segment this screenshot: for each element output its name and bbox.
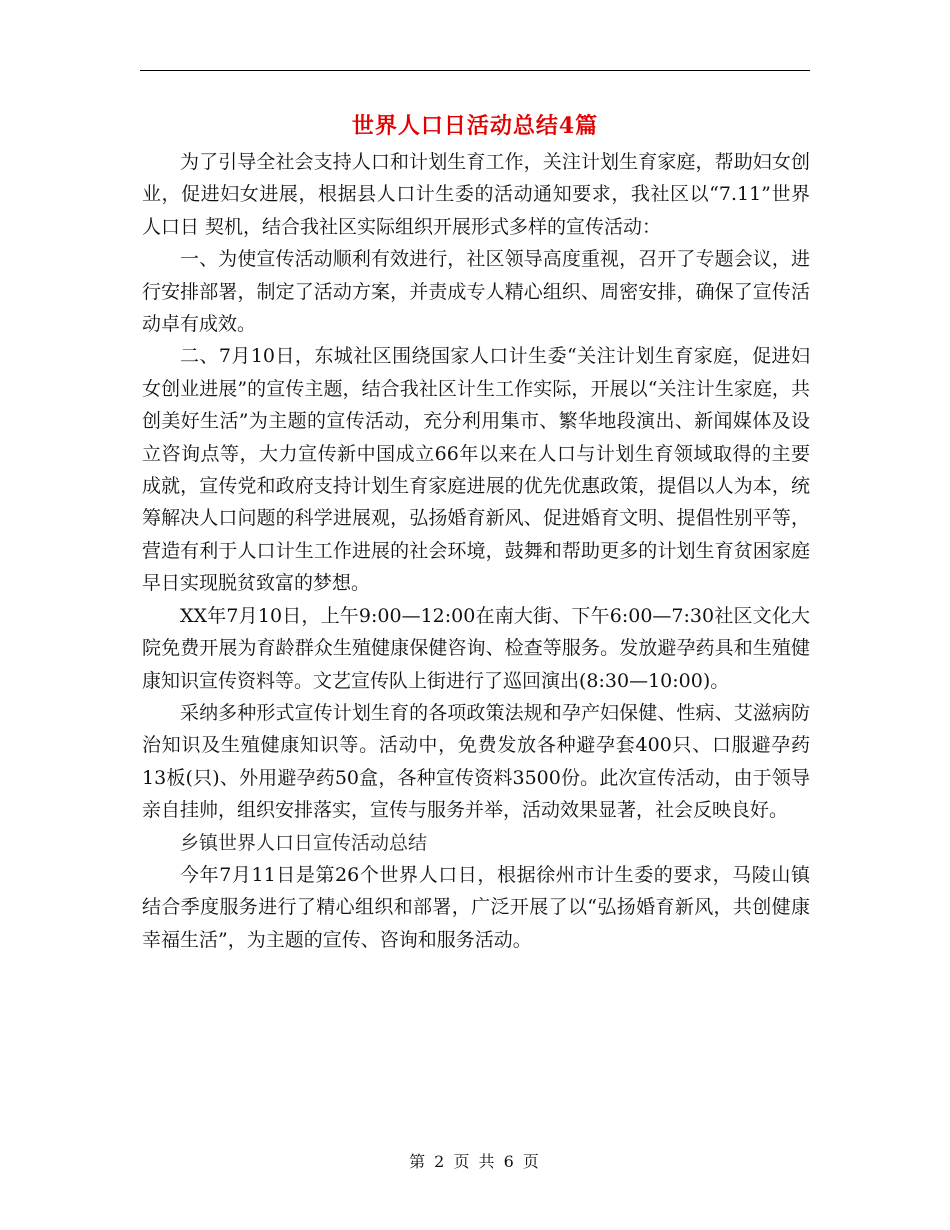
paragraph-township: 今年7月11日是第26个世界人口日，根据徐州市计生委的要求，马陵山镇结合季度服务进行了精心组织和部署，广泛开展了以“弘扬婚育新风，共创健康幸福生活”，为主题的宣传、咨询和服务活动。 bbox=[142, 863, 810, 951]
header-rule bbox=[140, 70, 810, 71]
paragraph-section-1: 一、为使宣传活动顺利有效进行，社区领导高度重视，召开了专题会议，进行安排部署，制定了活动方案，并责成专人精心组织、周密安排，确保了宣传活动卓有成效。 bbox=[142, 248, 810, 336]
paragraph-results: 采纳多种形式宣传计划生育的各项政策法规和孕产妇保健、性病、艾滋病防治知识及生殖健康知识等。活动中，免费发放各种避孕套400只、口服避孕药13板(只)、外用避孕药50盒，各种宣传资料3500份。此次宣传活动，由于领导亲自挂帅，组织安排落实，宣传与服务并举，活动效果显著，社会反映良好。 bbox=[142, 701, 810, 822]
document-title: 世界人口日活动总结4篇 bbox=[351, 113, 599, 139]
paragraph-schedule: XX年7月10日，上午9:00—12:00在南大街、下午6:00—7:30社区文化大院免费开展为育龄群众生殖健康保健咨询、检查等服务。发放避孕药具和生殖健康知识宣传资料等。文艺宣传队上街进行了巡回演出(8:30—10:00)。 bbox=[142, 604, 810, 692]
paragraph-intro: 为了引导全社会支持人口和计划生育工作，关注计划生育家庭，帮助妇女创业，促进妇女进展，根据县人口计生委的活动通知要求，我社区以“7.11”世界人口日 契机，结合我社区实际组织开展形式多样的宣传活动： bbox=[142, 151, 810, 238]
page-footer: 第 2 页 共 6 页 bbox=[409, 1152, 541, 1171]
section-heading-township: 乡镇世界人口日宣传活动总结 bbox=[180, 831, 428, 854]
paragraph-section-2: 二、7月10日，东城社区围绕国家人口计生委“关注计划生育家庭，促进妇女创业进展”的宣传主题，结合我社区计生工作实际，开展以“关注计生家庭，共创美好生活”为主题的宣传活动，充分利用集市、繁华地段演出、新闻媒体及设立咨询点等，大力宣传新中国成立66年以来在人口与计划生育领域取得的主要成就，宣传党和政府支持计划生育家庭进展的优先优惠政策，提倡以人为本，统筹解决人口问题的科学进展观，弘扬婚育新风、促进婚育文明、提倡性别平等，营造有利于人口计生工作进展的社会环境，鼓舞和帮助更多的计划生育贫困家庭早日实现脱贫致富的梦想。 bbox=[142, 345, 810, 595]
document-body bbox=[142, 146, 810, 956]
